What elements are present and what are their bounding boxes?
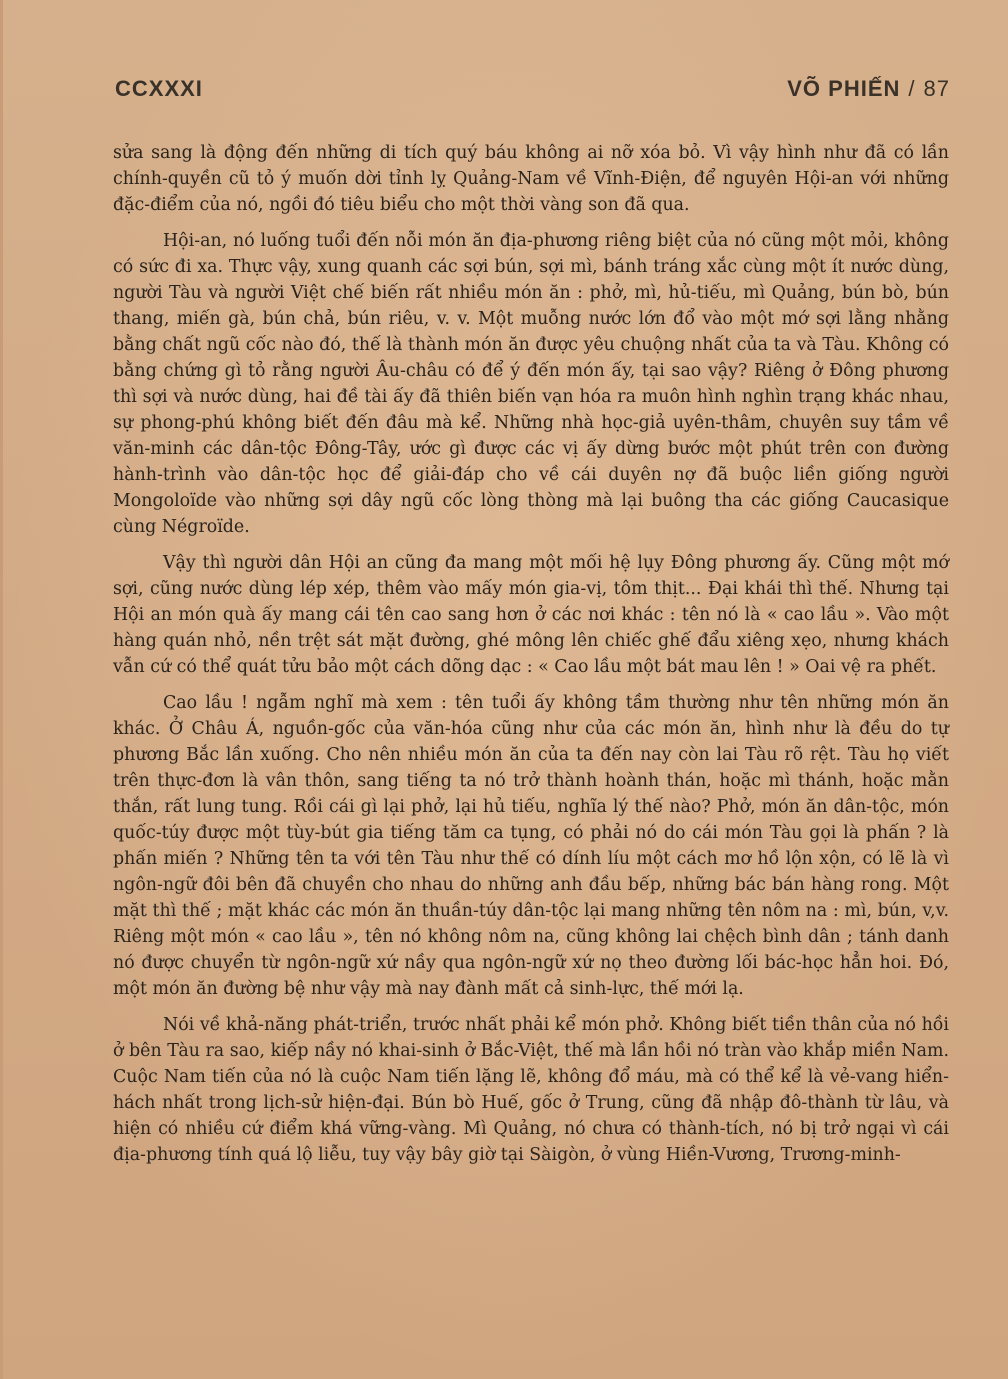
running-header bbox=[115, 72, 950, 106]
paragraph-2: Hội-an, nó luống tuổi đến nỗi món ăn địa-phương riêng biệt của nó cũng một mỏi, không có sức đi xa. Thực vậy, xung quanh các sợi bún, sợi mì, bánh tráng xắc cùng một ít nước dùng, người Tàu và người Việt chế biến rất nhiều món ăn : phở, mì, hủ-tiếu, mì Quảng, bún bò, bún thang, miến gà, bún chả, bún riêu, v. v. Một muỗng nước lớn đổ vào một mớ sợi lằng nhằng bằng chất ngũ cốc nào đó, thế là thành món ăn được yêu chuộng nhất của ta và Tàu. Không có bằng chứng gì tỏ rằng người Âu-châu có để ý đến món ấy, tại sao vậy? Riêng ở Đông phương thì sợi và nước dùng, hai đề tài ấy đã thiên biến vạn hóa ra muôn hình nghìn trạng khác nhau, sự phong-phú không biết đến đâu mà kể. Những nhà học-giả uyên-thâm, chuyên suy tầm về văn-minh các dân-tộc Đông-Tây, ước gì được các vị ấy dừng bước một phút trên con đường hành-trình vào dân-tộc học để giải-đáp cho về cái duyên nợ đã buộc liền giống người Mongoloïde vào những sợi dây ngũ cốc lòng thòng mà lại buông tha các giống Caucasique cùng Négroïde. bbox=[113, 231, 949, 537]
section-number: CCXXXI bbox=[115, 76, 203, 101]
paragraph-3: Vậy thì người dân Hội an cũng đa mang một mối hệ lụy Đông phương ấy. Cũng một mớ sợi, cũng nước dùng lép xép, thêm vào mấy món gia-vị, tôm thịt... Đại khái thì thế. Nhưng tại Hội an món quà ấy mang cái tên cao sang hơn ở các nơi khác : tên nó là « cao lầu ». Vào một hàng quán nhỏ, nền trệt sát mặt đường, ghé mông lên chiếc ghế đẩu xiêng xẹo, nhưng khách vẫn cứ có thể quát tửu bảo một cách dõng dạc : « Cao lầu một bát mau lên ! » Oai vệ ra phết. bbox=[113, 553, 949, 677]
header-right bbox=[787, 76, 950, 102]
paragraph-1: sửa sang là động đến những di tích quý báu không ai nỡ xóa bỏ. Vì vậy hình như đã có lần chính-quyền cũ tỏ ý muốn dời tỉnh lỵ Quảng-Nam về Vĩnh-Điện, để nguyên Hội-an với những đặc-điểm của nó, ngồi đó tiêu biểu cho một thời vàng son đã qua. bbox=[113, 143, 949, 215]
paragraph-4: Cao lầu ! ngẫm nghĩ mà xem : tên tuổi ấy không tầm thường như tên những món ăn khác. Ở Châu Á, nguồn-gốc của văn-hóa cũng như của các món ăn, hình như là đều do tự phương Bắc lần xuống. Cho nên nhiều món ăn của ta đến nay còn lai Tàu rõ rệt. Tàu họ viết trên thực-đơn là vân thôn, sang tiếng ta nó trở thành hoành thán, hoặc mì thánh, hoặc mằn thắn, rất lung tung. Rồi cái gì lại phở, lại hủ tiếu, nghĩa lý thế nào? Phở, món ăn dân-tộc, món quốc-túy được một tùy-bút gia tiếng tăm ca tụng, có phải nó do cái món Tàu gọi là phấn ? là phấn miến ? Những tên ta với tên Tàu như thế có dính líu một cách mơ hồ lộn xộn, có lẽ là vì ngôn-ngữ đôi bên đã chuyền cho nhau do những anh đầu bếp, những bác bán hàng rong. Một mặt thì thế ; mặt khác các món ăn thuần-túy dân-tộc lại mang những tên nôm na : mì, bún, v,v. Riêng một món « cao lầu », tên nó không nôm na, cũng không lai chệch bình dân ; tánh danh nó được chuyển từ ngôn-ngữ xứ nầy qua ngôn-ngữ xứ nọ theo đường lối bác-học hẳn hoi. Đó, một món ăn đường bệ như vậy mà nay đành mất cả sinh-lực, thế mới lạ. bbox=[113, 693, 949, 999]
author-name: VÕ PHIẾN bbox=[787, 76, 901, 101]
header-separator: / bbox=[908, 76, 916, 101]
paragraph-5: Nói về khả-năng phát-triển, trước nhất phải kể món phở. Không biết tiền thân của nó hồi ở bên Tàu ra sao, kiếp nầy nó khai-sinh ở Bắc-Việt, thế mà lần hồi nó tràn vào khắp miền Nam. Cuộc Nam tiến của nó là cuộc Nam tiến lặng lẽ, không đổ máu, mà có thể kể là vẻ-vang hiển-hách nhất trong lịch-sử hiện-đại. Bún bò Huế, gốc ở Trung, cũng đã nhập đô-thành từ lâu, và hiện có nhiều cứ điểm khá vững-vàng. Mì Quảng, nó chưa có thành-tích, nó bị trở ngại vì cái địa-phương tính quá lộ liễu, tuy vậy bây giờ tại Sàigòn, ở vùng Hiền-Vương, Trương-minh- bbox=[113, 1015, 949, 1165]
page-body bbox=[113, 140, 949, 1178]
page-number: 87 bbox=[923, 76, 950, 101]
